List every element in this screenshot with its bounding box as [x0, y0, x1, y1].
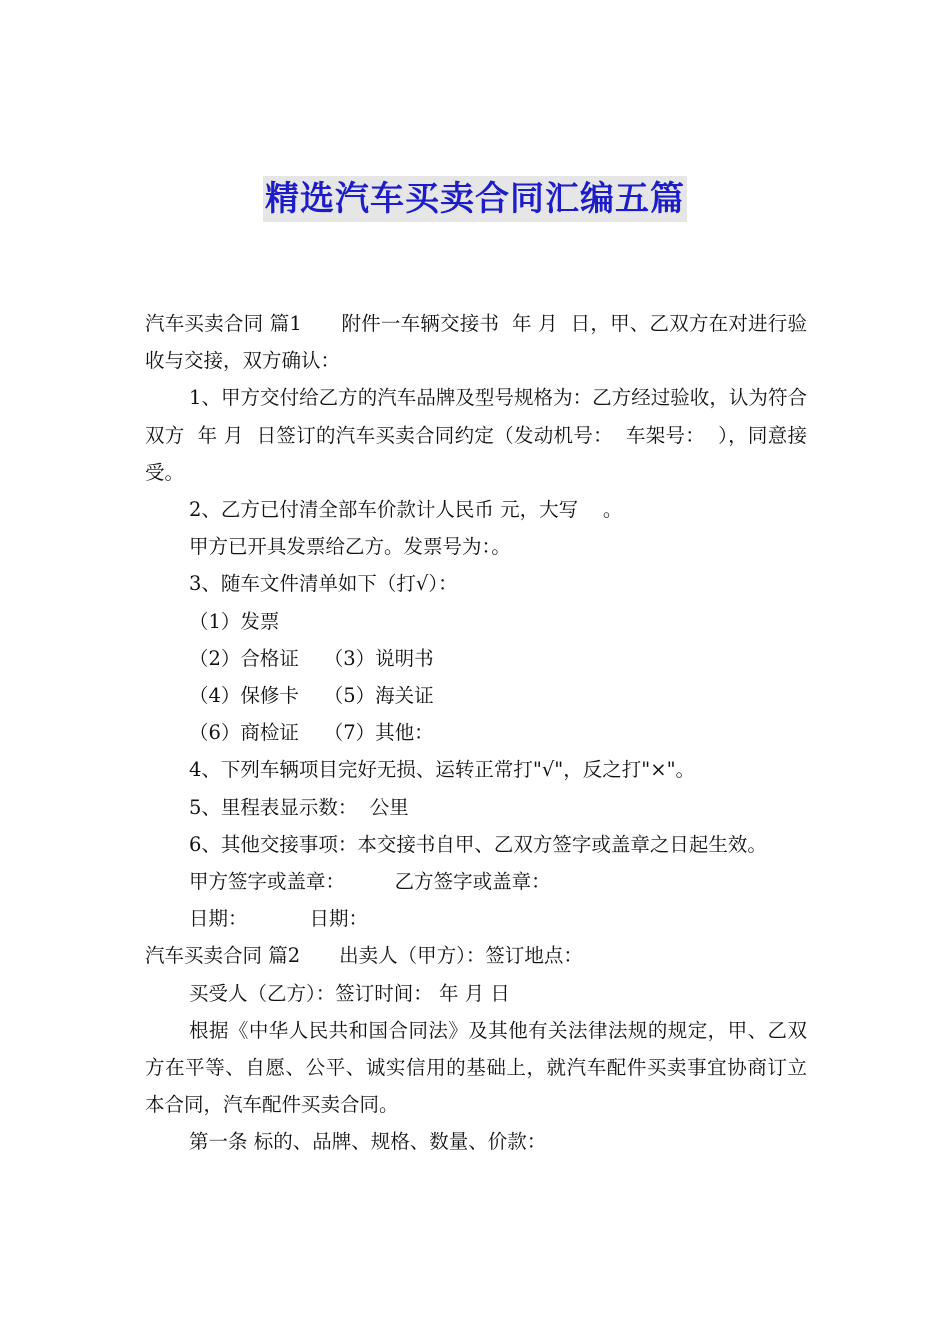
paragraph: 3、随车文件清单如下（打√）： — [189, 572, 458, 596]
paragraph: 日期： 日期： — [189, 907, 368, 931]
paragraph: 2、乙方已付清全部车价款计人民币 元，大写 。 — [189, 498, 623, 522]
document-title-wrapper — [0, 176, 950, 222]
paragraph: 汽车买卖合同 篇1 附件一车辆交接书 年 月 日，甲、乙双方在对进行验收与交接，双方确认： — [145, 312, 807, 373]
paragraph: 买受人（乙方）：签订时间： 年 月 日 — [189, 981, 510, 1005]
paragraph: （2）合格证 （3）说明书 — [189, 646, 434, 670]
paragraph: 甲方签字或盖章： 乙方签字或盖章： — [189, 870, 551, 894]
paragraph: （6）商检证 （7）其他： — [189, 721, 434, 745]
document-body — [145, 305, 807, 1161]
paragraph: 汽车买卖合同 篇2 出卖人（甲方）：签订地点： — [145, 944, 583, 968]
paragraph: （4）保修卡 （5）海关证 — [189, 684, 434, 708]
paragraph: 5、里程表显示数： 公里 — [189, 795, 409, 819]
paragraph: 甲方已开具发票给乙方。发票号为：。 — [189, 535, 511, 559]
paragraph: （1）发票 — [189, 609, 280, 633]
paragraph: 1、甲方交付给乙方的汽车品牌及型号规格为：乙方经过验收，认为符合双方 年 月 日签订的汽车买卖合同约定（发动机号： 车架号： ），同意接受。 — [145, 386, 807, 484]
paragraph: 6、其他交接事项：本交接书自甲、乙双方签字或盖章之日起生效。 — [189, 832, 767, 856]
paragraph: 4、下列车辆项目完好无损、运转正常打"√"，反之打"×"。 — [189, 758, 696, 782]
paragraph: 根据《中华人民共和国合同法》及其他有关法律法规的规定，甲、乙双方在平等、自愿、公平、诚实信用的基础上，就汽车配件买卖事宜协商订立本合同，汽车配件买卖合同。 — [145, 1018, 807, 1117]
paragraph: 第一条 标的、品牌、规格、数量、价款： — [189, 1130, 547, 1154]
document-title: 精选汽车买卖合同汇编五篇 — [263, 176, 687, 222]
